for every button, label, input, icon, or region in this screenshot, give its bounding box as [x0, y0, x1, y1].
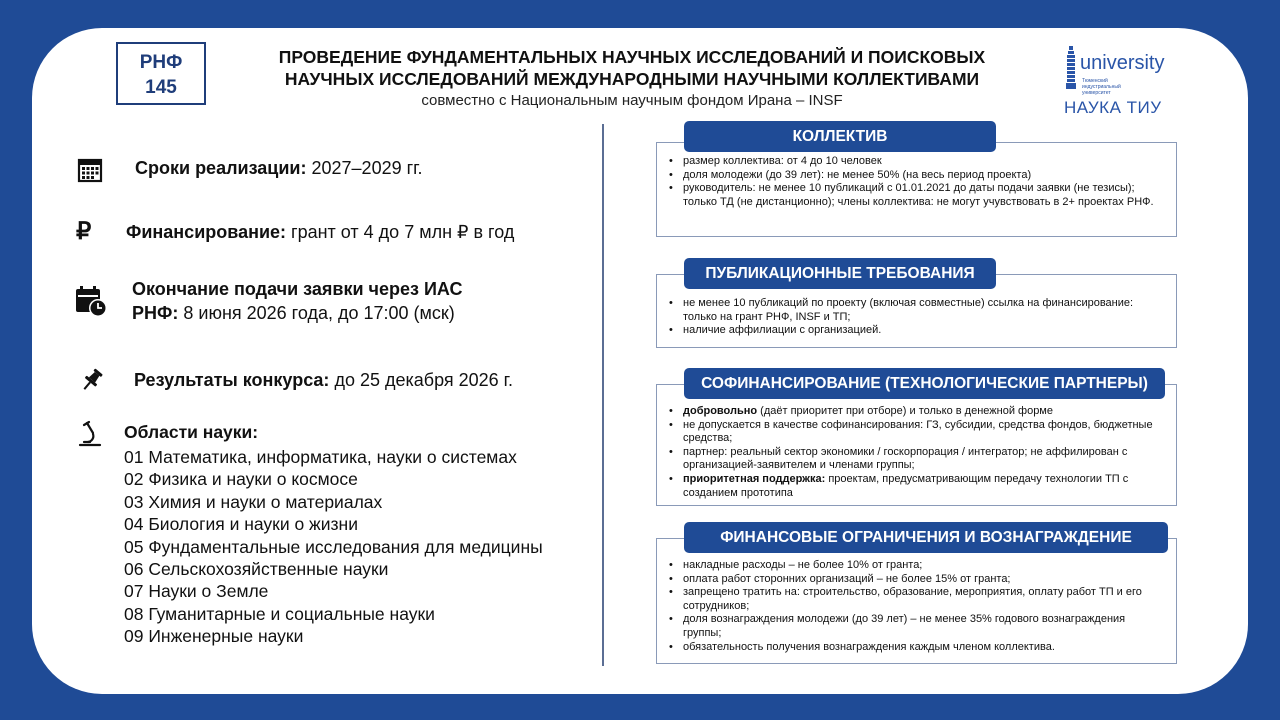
- list-item: • не менее 10 публикаций по проекту (включая совместные) ссылка на финансирование: только на грант РНФ, INSF и ТП;: [667, 297, 1166, 324]
- funding-label: Финансирование:: [126, 222, 287, 242]
- page-subtitle: совместно с Национальным научным фондом Ирана – INSF: [421, 92, 843, 109]
- list-item: 03 Химия и науки о материалах: [124, 491, 383, 512]
- calendar-clock-icon: [74, 284, 108, 318]
- vertical-divider: [602, 124, 604, 666]
- list-item: 05 Фундаментальные исследования для медицины: [124, 536, 543, 557]
- title-line1: ПРОВЕДЕНИЕ ФУНДАМЕНТАЛЬНЫХ НАУЧНЫХ ИССЛЕДОВАНИЙ И ПОИСКОВЫХ: [278, 47, 986, 67]
- terms-value: 2027–2029 гг.: [306, 158, 423, 178]
- funding-value: грант от 4 до 7 млн ₽ в год: [286, 222, 515, 242]
- rnf-badge: [116, 42, 206, 105]
- calendar-icon: [76, 156, 104, 184]
- pin-icon: [78, 366, 106, 394]
- deadline-label-line1: Окончание подачи заявки через ИАС: [132, 279, 463, 299]
- logo-nauka-text: НАУКА ТИУ: [1064, 98, 1162, 117]
- pubs-section-title: ПУБЛИКАЦИОННЫЕ ТРЕБОВАНИЯ: [684, 258, 996, 289]
- list-item: 08 Гуманитарные и социальные науки: [124, 603, 435, 624]
- limits-section-title: ФИНАНСОВЫЕ ОГРАНИЧЕНИЯ И ВОЗНАГРАЖДЕНИЕ: [684, 522, 1168, 553]
- page-title: [232, 46, 1032, 90]
- list-item: [667, 473, 1166, 500]
- deadline-value: 8 июня 2026 года, до 17:00 (мск): [178, 303, 455, 323]
- terms-label: Сроки реализации:: [135, 158, 307, 178]
- list-item: 07 Науки о Земле: [124, 581, 269, 602]
- list-item: • накладные расходы – не более 10% от гранта;: [667, 559, 1166, 573]
- cofin-item1-rest: (даёт приоритет при отборе) и только в денежной форме: [757, 405, 1053, 417]
- team-section-box: [656, 142, 1177, 237]
- cofin-section-title: СОФИНАНСИРОВАНИЕ (ТЕХНОЛОГИЧЕСКИЕ ПАРТНЕРЫ): [684, 368, 1165, 399]
- list-item: 04 Биология и науки о жизни: [124, 514, 358, 535]
- cofin-item1-bold: добровольно: [683, 405, 758, 417]
- list-item: 09 Инженерные науки: [124, 626, 304, 647]
- badge-line1: РНФ: [139, 52, 183, 73]
- university-logo: [1062, 42, 1202, 122]
- limits-section-box: [656, 538, 1177, 664]
- list-item: • обязательность получения вознаграждения каждым членом коллектива.: [667, 641, 1166, 655]
- list-item: • оплата работ сторонних организаций – не более 15% от гранта;: [667, 573, 1166, 587]
- results-value: до 25 декабря 2026 г.: [329, 370, 514, 390]
- ruble-icon: ₽: [76, 218, 92, 245]
- list-item: 06 Сельскохозяйственные науки: [124, 559, 389, 580]
- tower-icon: [1066, 46, 1076, 90]
- results-label: Результаты конкурса:: [134, 370, 330, 390]
- list-item: • доля молодежи (до 39 лет): не менее 50% (на весь период проекта): [667, 169, 1166, 183]
- list-item: • доля вознаграждения молодежи (до 39 лет) – не менее 35% годового вознаграждения группы;: [667, 613, 1166, 640]
- terms-row: [135, 156, 423, 180]
- list-item: • размер коллектива: от 4 до 10 человек: [667, 155, 1166, 169]
- deadline-row: [132, 277, 552, 325]
- list-item: • запрещено тратить на: строительство, образование, мероприятия, оплату работ ТП и его сотрудников;: [667, 586, 1166, 613]
- list-item: • наличие аффилиации с организацией.: [667, 324, 1166, 338]
- list-item: [667, 405, 1166, 419]
- logo-university-text: university: [1080, 52, 1165, 74]
- slide-card: [32, 28, 1248, 694]
- deadline-label-line2: РНФ:: [132, 303, 179, 323]
- cofin-item4-bold: приоритетная поддержка:: [683, 472, 826, 485]
- list-item: • партнер: реальный сектор экономики / госкорпорация / интегратор; не аффилирован с организацией-заявителем и членами группы;: [667, 446, 1166, 473]
- cofin-item4-rest: проектам, предусматривающим передачу технологии ТП с созданием прототипа: [683, 472, 1129, 499]
- logo-small-text: Тюменский индустриальный университет: [1082, 78, 1121, 96]
- sciences-list: [124, 446, 543, 648]
- badge-line2: 145: [145, 77, 177, 98]
- microscope-icon: [76, 420, 104, 448]
- results-row: [134, 368, 513, 392]
- team-section-title: КОЛЛЕКТИВ: [684, 121, 996, 152]
- funding-row: [126, 220, 514, 244]
- list-item: • не допускается в качестве софинансирования: ГЗ, субсидии, средства фондов, бюджетные средства;: [667, 419, 1166, 446]
- list-item: 02 Физика и науки о космосе: [124, 469, 358, 490]
- sciences-heading: Области науки:: [124, 422, 259, 442]
- list-item: • руководитель: не менее 10 публикаций с 01.01.2021 до даты подачи заявки (не тезисы); только ТД (не дистанционно); члены коллектива: не могут учувствовать в 2+ проектах РНФ.: [667, 182, 1166, 209]
- cofin-section-box: [656, 384, 1177, 506]
- list-item: 01 Математика, информатика, науки о системах: [124, 447, 517, 467]
- title-line2: НАУЧНЫХ ИССЛЕДОВАНИЙ МЕЖДУНАРОДНЫМИ НАУЧНЫМИ КОЛЛЕКТИВАМИ: [284, 69, 980, 89]
